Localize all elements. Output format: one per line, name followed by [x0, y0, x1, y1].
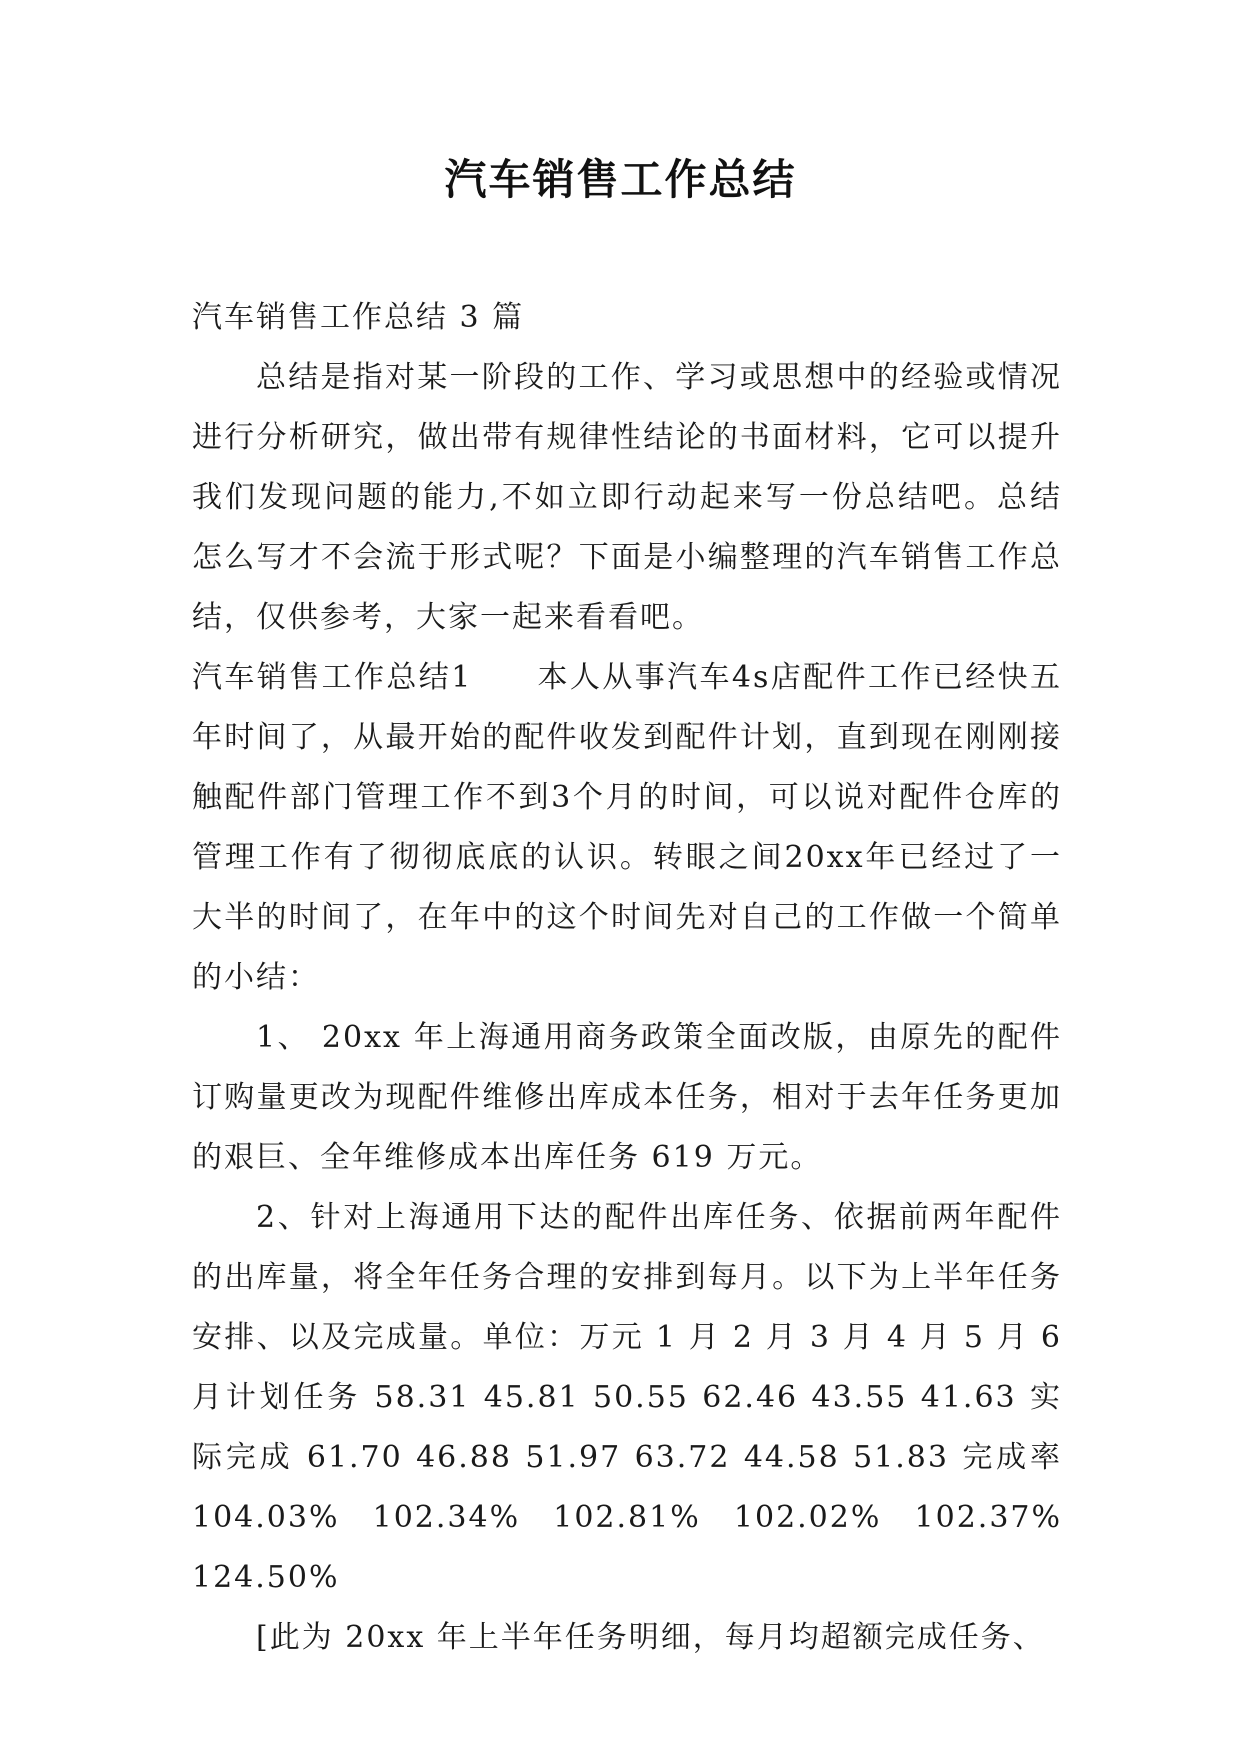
list-item-1: 1、 20xx 年上海通用商务政策全面改版，由原先的配件订购量更改为现配件维修出库成本任务，相对于去年任务更加的艰巨、全年维修成本出库任务 619 万元。	[192, 1020, 1062, 1175]
document-subtitle: 汽车销售工作总结 3 篇	[192, 300, 525, 335]
document-body	[192, 288, 1062, 1668]
document-title: 汽车销售工作总结	[444, 155, 797, 204]
list-item-2: 2、针对上海通用下达的配件出库任务、依据前两年配件的出库量，将全年任务合理的安排到每月。以下为上半年任务安排、以及完成量。单位：万元 1 月 2 月 3 月 4 月 5 月 6 月计划任务 58.31 45.81 50.55 62.46 43.55 41.63 实际完成 61.70 46.88 51.97 63.72 44.58 51.83 完成率 104.03% 102.34% 102.81% 102.02% 102.37% 124.50%	[192, 1200, 1062, 1595]
section-1-paragraph: 汽车销售工作总结1 本人从事汽车4s店配件工作已经快五年时间了，从最开始的配件收发到配件计划，直到现在刚刚接触配件部门管理工作不到3个月的时间，可以说对配件仓库的管理工作有了彻彻底底的认识。转眼之间20xx年已经过了一大半的时间了，在年中的这个时间先对自己的工作做一个简单的小结：	[192, 660, 1062, 995]
list-item-3: [此为 20xx 年上半年任务明细，每月均超额完成任务、	[256, 1620, 1045, 1655]
intro-paragraph: 总结是指对某一阶段的工作、学习或思想中的经验或情况进行分析研究，做出带有规律性结论的书面材料，它可以提升我们发现问题的能力,不如立即行动起来写一份总结吧。总结怎么写才不会流于形式呢？下面是小编整理的汽车销售工作总结，仅供参考，大家一起来看看吧。	[192, 360, 1062, 635]
